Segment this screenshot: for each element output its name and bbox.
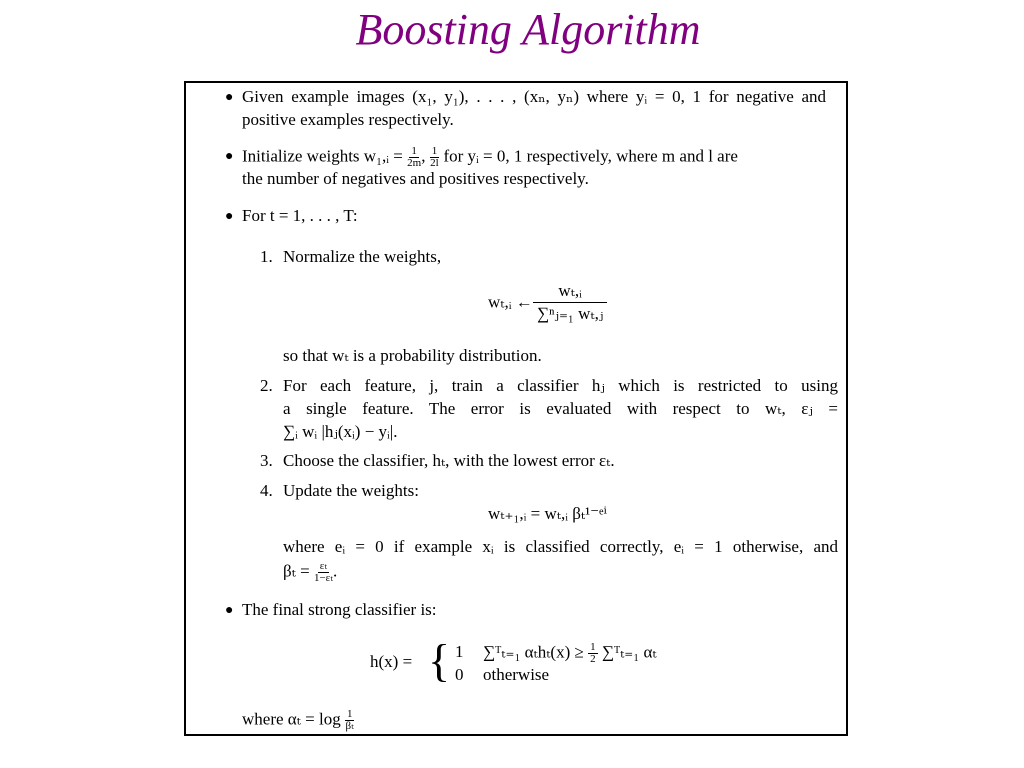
bullet-2-line-1: Initialize weights w₁,ᵢ = $\frac{1}{2m}$ , $\frac{1}{2l}$ for yᵢ = 0, 1 respectively, where m and l are <box>242 145 738 169</box>
bullet-1-line-2: positive examples respectively. <box>242 110 454 129</box>
fraction <box>588 642 598 665</box>
denominator: 2m <box>407 157 422 169</box>
step-2-line-1: For each feature, j, train a classifier hⱼ which is restricted to using <box>283 376 838 395</box>
update-equation: wₜ₊₁,ᵢ = wₜ,ᵢ βₜ¹⁻ᵉⁱ <box>488 504 607 523</box>
equation-lhs: wₜ,ᵢ ← <box>488 292 533 312</box>
alpha-definition <box>242 709 354 732</box>
case-1-condition <box>483 642 657 665</box>
slide-title: Boosting Algorithm <box>355 5 701 54</box>
bullet-1-line-1: Given example images (x₁, y₁), . . . , (xₙ, yₙ) where yᵢ = 0, 1 for negative and <box>242 87 826 106</box>
bullet-icon: ● <box>225 149 234 164</box>
step-2-line-2: a single feature. The error is evaluated with respect to wₜ, εⱼ = <box>283 399 838 418</box>
step-number: 3. <box>260 451 273 470</box>
numerator: 1 <box>431 145 438 157</box>
numerator: 1 <box>411 145 417 157</box>
text: for yᵢ = 0, 1 respectively, where m and l are <box>443 146 738 166</box>
bullet-4: The final strong classifier is: <box>242 600 437 619</box>
fraction <box>345 709 355 732</box>
bullet-2-line-2: the number of negatives and positives respectively. <box>242 169 589 188</box>
numerator: wₜ,ᵢ <box>533 280 607 303</box>
denominator: ∑ⁿⱼ₌₁ wₜ,ⱼ <box>537 304 604 323</box>
fraction <box>537 280 603 325</box>
bullet-icon: ● <box>225 209 234 224</box>
text: ∑ᵀₜ₌₁ αₜ <box>601 642 657 662</box>
text: . <box>332 561 338 581</box>
numerator: 1 <box>590 641 596 653</box>
denominator: βₜ <box>345 720 354 732</box>
step-4-line-1: where eᵢ = 0 if example xᵢ is classified correctly, eᵢ = 1 otherwise, and <box>283 537 838 556</box>
step-1-note: so that wₜ is a probability distribution. <box>283 346 542 365</box>
step-1: Normalize the weights, <box>283 247 442 266</box>
case-1-value: 1 <box>455 642 464 661</box>
denominator: 2l <box>430 157 439 169</box>
step-number: 4. <box>260 481 273 500</box>
normalize-equation <box>488 280 603 325</box>
fraction <box>430 146 440 169</box>
text: βₜ = <box>283 561 310 581</box>
numerator: εₜ <box>319 560 328 572</box>
brace: { <box>428 635 451 686</box>
step-4: Update the weights: <box>283 481 419 500</box>
bullet-icon: ● <box>225 603 234 618</box>
step-number: 1. <box>260 247 273 266</box>
denominator: 2 <box>590 653 596 665</box>
text: ∑ᵀₜ₌₁ αₜhₜ(x) ≥ <box>483 642 584 662</box>
step-3: Choose the classifier, hₜ, with the lowest error εₜ. <box>283 451 615 470</box>
step-number: 2. <box>260 376 273 395</box>
case-2-condition: otherwise <box>483 665 550 684</box>
step-4-line-2 <box>283 561 337 584</box>
bullet-icon: ● <box>225 90 234 105</box>
numerator: 1 <box>346 708 353 720</box>
fraction <box>407 146 421 169</box>
denominator: 1−εₜ <box>313 572 333 584</box>
step-2-line-3: ∑ᵢ wᵢ |hⱼ(xᵢ) − yᵢ|. <box>283 422 398 441</box>
text: where αₜ = log <box>242 709 341 729</box>
classifier-lhs: h(x) = <box>370 652 413 671</box>
fraction <box>314 561 333 584</box>
text: Initialize weights w₁,ᵢ = <box>242 146 403 166</box>
bullet-3: For t = 1, . . . , T: <box>242 206 358 225</box>
case-2-value: 0 <box>455 665 464 684</box>
